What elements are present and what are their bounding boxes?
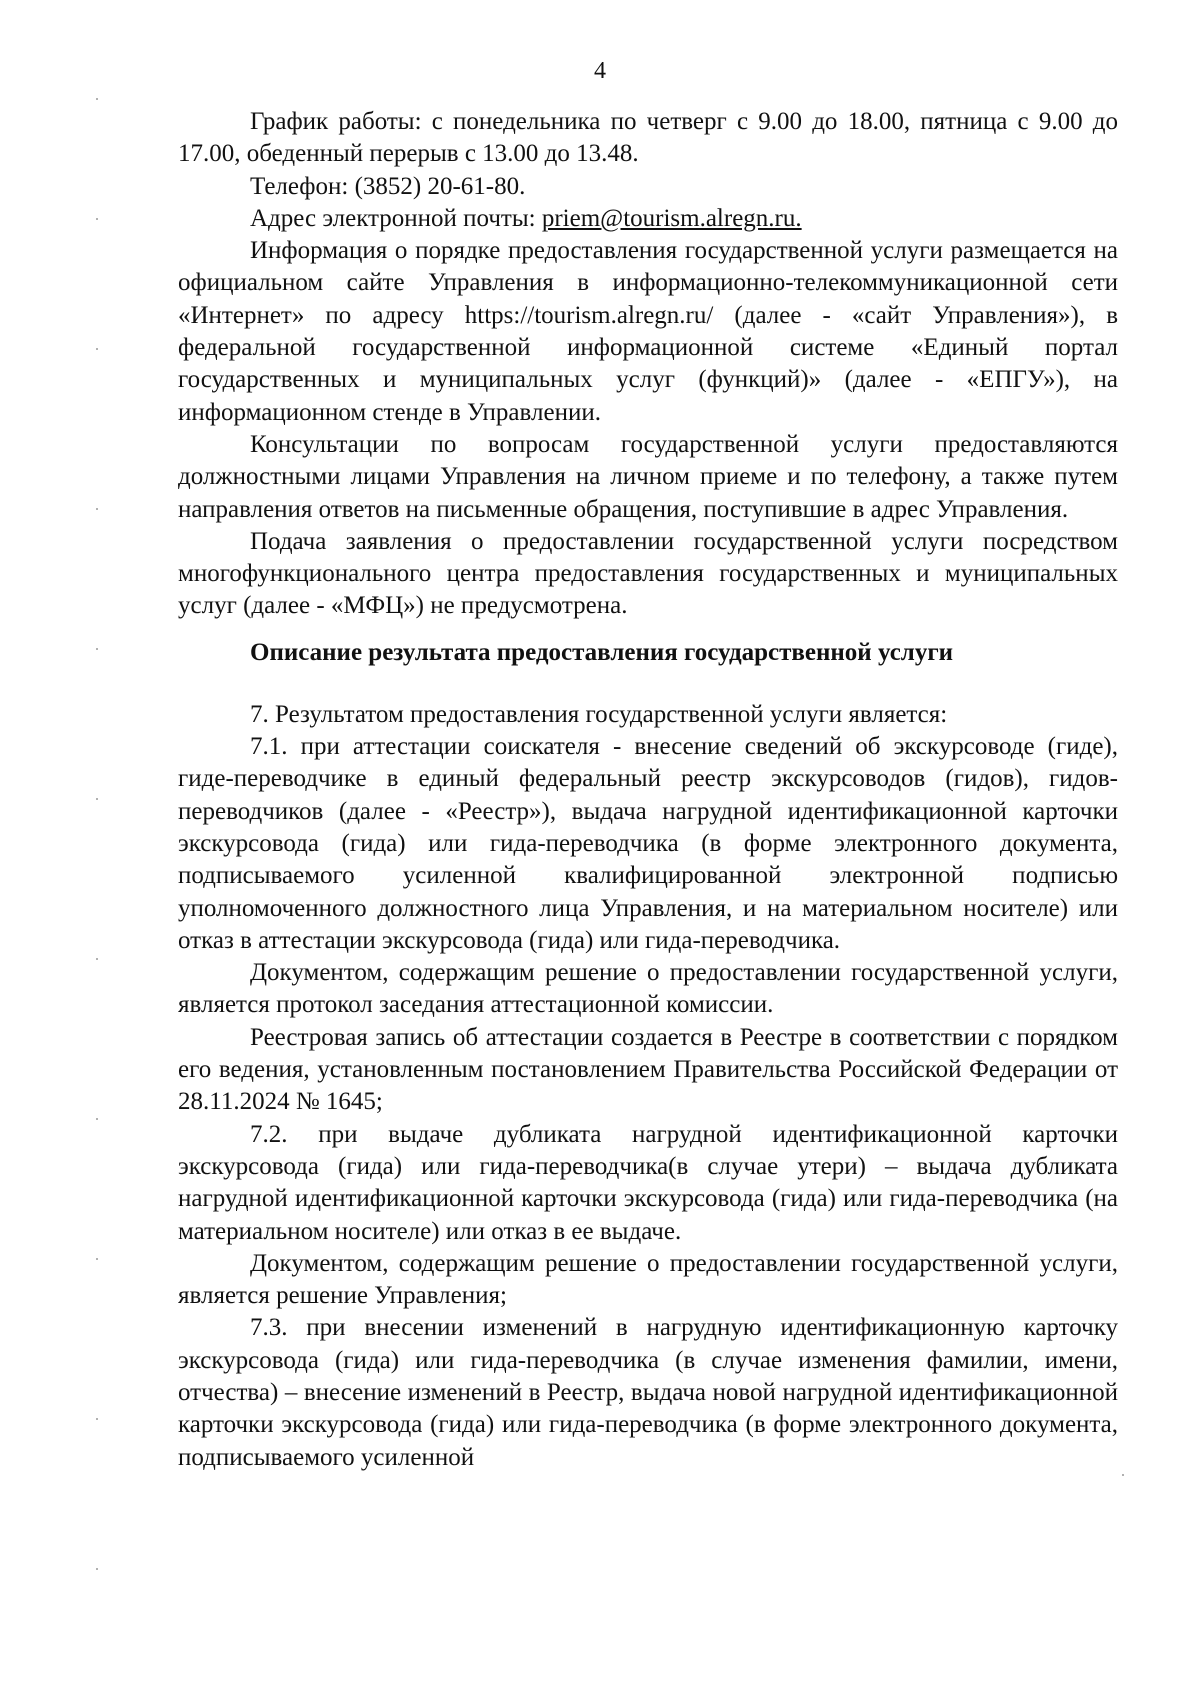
paragraph-7-2: 7.2. при выдаче дубликата нагрудной идентификационной карточки экскурсовода (гида) или гида-переводчика(в случае утери) – выдача дубликата нагрудной идентификационной карточки экскурсовода (гида) или гида-переводчика (на материальном носителе) или отказ в ее выдаче.	[178, 1120, 1118, 1245]
scan-dot	[96, 648, 98, 650]
paragraph-7: 7. Результатом предоставления государственной услуги является:	[250, 700, 948, 728]
paragraph-7-1-document: Документом, содержащим решение о предоставлении государственной услуги, является протокол заседания аттестационной комиссии.	[178, 959, 1118, 1019]
paragraph-7-1-registry: Реестровая запись об аттестации создается в Реестре в соответствии с порядком его ведения, установленным постановлением Правительства Российской Федерации от 28.11.2024 № 1645;	[178, 1023, 1118, 1116]
scan-dot	[96, 1568, 98, 1570]
scan-dot	[96, 798, 98, 800]
document-body	[178, 106, 1118, 1474]
consult-paragraph: Консультации по вопросам государственной услуги предоставляются должностными лицами Управления на личном приеме и по телефону, а также путем направления ответов на письменные обращения, поступившие в адрес Управления.	[178, 430, 1118, 523]
email-label: Адрес электронной почты:	[250, 204, 542, 232]
paragraph-7-1: 7.1. при аттестации соискателя - внесение сведений об экскурсоводе (гиде), гиде-переводчике в единый федеральный реестр экскурсоводов (гидов), гидов-переводчиков (далее - «Реестр»), выдача нагрудной идентификационной карточки экскурсовода (гида) или гида-переводчика (в форме электронного документа, подписываемого усиленной квалифицированной электронной подписью уполномоченного должностного лица Управления, и на материальном носителе) или отказ в аттестации экскурсовода (гида) или гида-переводчика.	[178, 733, 1118, 954]
section-title: Описание результата предоставления государственной услуги	[250, 638, 954, 666]
scan-dot	[96, 508, 98, 510]
scan-dot	[96, 958, 98, 960]
scan-dot	[96, 98, 98, 100]
info-paragraph: Информация о порядке предоставления государственной услуги размещается на официальном сайте Управления в информационно-телекоммуникационной сети «Интернет» по адресу https://tourism.alregn.ru/ (далее - «сайт Управления»), в федеральной государственной информационной системе «Единый портал государственных и муниципальных услуг (функций)» (далее - «ЕПГУ»), на информационном стенде в Управлении.	[178, 237, 1118, 426]
scan-dot	[96, 348, 98, 350]
scan-dot	[1122, 1474, 1124, 1476]
scan-dot	[96, 1418, 98, 1420]
paragraph-7-2-document: Документом, содержащим решение о предоставлении государственной услуги, является решение Управления;	[178, 1249, 1118, 1310]
paragraph-7-3: 7.3. при внесении изменений в нагрудную идентификационную карточку экскурсовода (гида) или гида-переводчика (в случае изменения фамилии, имени, отчества) – внесение изменений в Реестр, выдача новой нагрудной идентификационной карточки экскурсовода (гида) или гида-переводчика (в форме электронного документа, подписываемого усиленной	[178, 1314, 1118, 1471]
mfc-paragraph: Подача заявления о предоставлении государственной услуги посредством многофункционального центра предоставления государственных и муниципальных услуг (далее - «МФЦ») не предусмотрена.	[178, 527, 1118, 620]
work-schedule: График работы: с понедельника по четверг с 9.00 до 18.00, пятница с 9.00 до 17.00, обеденный перерыв с 13.00 до 13.48.	[178, 108, 1118, 168]
email-line	[178, 203, 1118, 235]
phone-line: Телефон: (3852) 20-61-80.	[250, 172, 526, 200]
scan-dot	[96, 1258, 98, 1260]
email-link[interactable]: priem@tourism.alregn.ru.	[541, 204, 802, 232]
scan-dot	[96, 218, 98, 220]
scan-dot	[96, 1118, 98, 1120]
page-number: 4	[594, 58, 606, 84]
